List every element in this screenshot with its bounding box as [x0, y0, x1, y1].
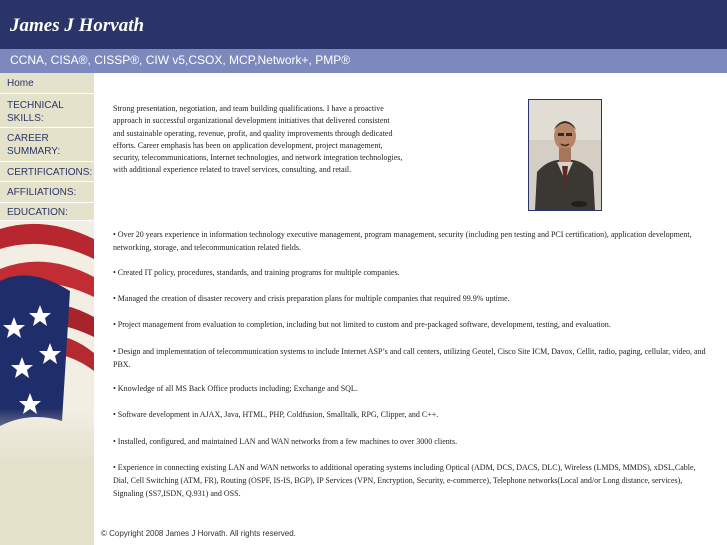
bullet-item: • Project management from evaluation to completion, including but not limited to custom and pre-packaged software, development, testing, and evaluation.: [113, 320, 611, 329]
bullet-item: • Knowledge of all MS Back Office products including; Exchange and SQL.: [113, 384, 358, 393]
bullet-item: • Managed the creation of disaster recovery and crisis preparation plans for multiple companies that required 99.9% uptime.: [113, 294, 510, 303]
bullet-item: • Experience in connecting existing LAN and WAN networks to additional operating systems including Optical (ADM, DCS, DACS, DLC), Wireless (LMDS, MMDS), xDSL,Cable, Dial, Cell Switching (ATM, FR), Routing (OSPF, IS-IS, BGP), IP Services (VPN, Encryption, Security, e-commerce), Telephone networks(Local and/or Long distance, services), Signaling (SS7,ISDN, Q.931) and OSS.: [113, 463, 696, 498]
bullet-item: • Created IT policy, procedures, standards, and training programs for multiple companies.: [113, 268, 400, 277]
copyright-footer: © Copyright 2008 James J Horvath. All rights reserved.: [101, 529, 296, 538]
bullet-item: • Installed, configured, and maintained LAN and WAN networks from a few machines to over 3000 clients.: [113, 437, 458, 446]
certifications-text: CCNA, CISA®, CISSP®, CIW v5,CSOX, MCP,Network+, PMP®: [10, 53, 351, 67]
bullet-item: • Over 20 years experience in information technology executive management, program management, security (including pen testing and PCI certification), application development, networking, storage, and telecommunication related fields.: [113, 230, 692, 252]
nav-career-summary[interactable]: CAREER SUMMARY:: [0, 128, 94, 162]
nav-technical-skills[interactable]: TECHNICAL SKILLS:: [0, 94, 94, 128]
nav-home[interactable]: Home: [0, 73, 94, 94]
profile-photo: [528, 99, 602, 211]
site-title: James J Horvath: [10, 15, 145, 36]
bullet-item: • Software development in AJAX, Java, HTML, PHP, Coldfusion, Smalltalk, RPG, Clipper, and C++.: [113, 410, 439, 419]
american-flag-image: [0, 221, 94, 461]
certifications-bar: [0, 49, 727, 73]
nav-certifications[interactable]: CERTIFICATIONS:: [0, 162, 94, 182]
bullet-item: • Design and implementation of telecommunication systems to include Internet ASP’s and call centers, utilizing Geotel, Cisco Site ICM, Davox, Cellit, radio, paging, cellular, video, and PBX.: [113, 347, 706, 369]
nav-education[interactable]: EDUCATION:: [0, 203, 94, 221]
nav-affiliations[interactable]: AFFILIATIONS:: [0, 182, 94, 203]
site-header: [0, 0, 727, 49]
intro-paragraph: Strong presentation, negotiation, and team building qualifications. I have a proactive approach in successful organizational development initiatives that delivered consistent and sustainable operating, revenue, profit, and quality improvements through dedicated efforts. Career emphasis has been on application development, project management, security, telecommunications, Internet technologies, and network integration technologies, with additional experience related to travel services, consulting, and retail.: [113, 104, 403, 175]
